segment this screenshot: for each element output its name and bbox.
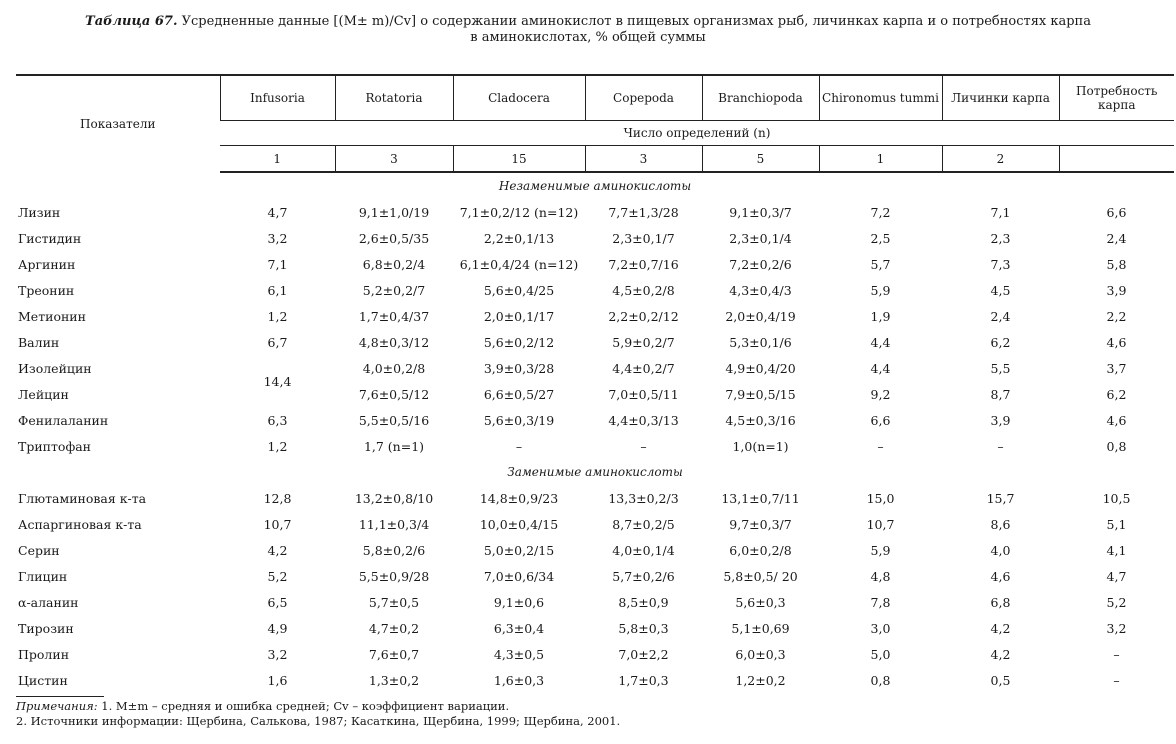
table-cell: – xyxy=(997,438,1004,454)
table-cell: 3,0 xyxy=(870,620,891,636)
table-cell: 7,2 xyxy=(870,204,891,220)
row-label: Глицин xyxy=(18,568,68,584)
table-cell: 3,2 xyxy=(1106,620,1127,636)
table-cell: 5,2 xyxy=(1106,594,1127,610)
table-cell: 8,6 xyxy=(990,516,1011,532)
table-cell: 7,1±0,2/12 (n=12) xyxy=(459,204,579,220)
table-cell: 6,0±0,3 xyxy=(735,646,786,662)
table-cell: 2,0±0,4/19 xyxy=(725,308,796,324)
table-title-line2: в аминокислотах, % общей суммы xyxy=(470,30,706,45)
table-cell: 6,2 xyxy=(990,334,1011,350)
table-cell: 1,2 xyxy=(267,438,288,454)
table-cell: 6,1±0,4/24 (n=12) xyxy=(459,256,579,272)
table-cell: – xyxy=(640,438,647,454)
table-cell: 5,2 xyxy=(267,568,288,584)
table-cell: 5,8±0,5/ 20 xyxy=(723,568,798,584)
table-row xyxy=(16,355,1174,381)
row-label: Гистидин xyxy=(18,230,82,246)
table-cell: 2,3 xyxy=(990,230,1011,246)
table-cell: 0,8 xyxy=(870,672,891,688)
table-cell: 4,6 xyxy=(1106,412,1127,428)
table-cell: 2,5 xyxy=(870,230,891,246)
table-caption xyxy=(0,14,1176,46)
table-cell: 13,2±0,8/10 xyxy=(354,490,434,506)
table-row xyxy=(16,563,1174,589)
table-cell: 5,9 xyxy=(870,282,891,298)
table-cell: 10,5 xyxy=(1102,490,1131,506)
table-cell: 6,6±0,5/27 xyxy=(483,386,555,402)
col-header: Chironomus tummi xyxy=(819,75,942,121)
table-cell: 2,4 xyxy=(990,308,1011,324)
table-row xyxy=(16,537,1174,563)
table-row xyxy=(16,381,1174,407)
row-label: Изолейцин xyxy=(18,360,92,376)
header-row-columns xyxy=(16,75,1174,121)
table-cell: 1,7±0,3 xyxy=(618,672,669,688)
table-cell: 8,7 xyxy=(990,386,1011,402)
table-cell: 1,9 xyxy=(870,308,891,324)
table-cell: 4,2 xyxy=(990,646,1011,662)
table-cell: 4,0 xyxy=(990,542,1011,558)
table-cell: 1,6 xyxy=(267,672,288,688)
table-cell: 4,0±0,1/4 xyxy=(612,542,675,558)
table-cell: 4,3±0,4/3 xyxy=(729,282,792,298)
table-cell: 8,7±0,2/5 xyxy=(612,516,675,532)
table-cell: 7,0±2,2 xyxy=(618,646,669,662)
table-cell: 8,5±0,9 xyxy=(618,594,669,610)
table-row xyxy=(16,277,1174,303)
table-cell: 4,7±0,2 xyxy=(368,620,420,636)
table-cell: 4,3±0,5 xyxy=(493,646,545,662)
table-cell: 3,2 xyxy=(267,646,288,662)
table-row xyxy=(16,511,1174,537)
table-cell: 13,3±0,2/3 xyxy=(608,490,679,506)
table-cell: 5,7±0,2/6 xyxy=(612,568,675,584)
table-cell: 10,0±0,4/15 xyxy=(479,516,559,532)
table-row xyxy=(16,407,1174,433)
table-cell: 6,8 xyxy=(990,594,1011,610)
col-header: Copepoda xyxy=(585,75,702,121)
table-cell: 11,1±0,3/4 xyxy=(358,516,430,532)
notes-label: Примечания: xyxy=(16,699,98,713)
table-cell: 4,4 xyxy=(870,360,891,376)
table-cell: 15,0 xyxy=(866,490,895,506)
table-cell: 2,3±0,1/7 xyxy=(612,230,675,246)
table-cell: 10,7 xyxy=(866,516,895,532)
table-cell: 4,6 xyxy=(1106,334,1127,350)
table-cell: 5,8±0,3 xyxy=(618,620,669,636)
row-label: Треонин xyxy=(18,282,75,298)
table-cell: 6,8±0,2/4 xyxy=(362,256,426,272)
row-label: Цистин xyxy=(18,672,68,688)
table-cell: 5,5±0,5/16 xyxy=(358,412,430,428)
row-label: Валин xyxy=(18,334,60,350)
table-cell: 5,9 xyxy=(870,542,891,558)
table-title: Усредненные данные [(M± m)/Cv] о содержании аминокислот в пищевых организмах рыб, личинках карпа и о потребностях карпа xyxy=(181,14,1091,29)
row-label: Лейцин xyxy=(18,386,69,402)
table-cell: 2,2±0,2/12 xyxy=(608,308,679,324)
table-cell: 0,5 xyxy=(990,672,1011,688)
row-label: Лизин xyxy=(18,204,61,220)
row-label: Пролин xyxy=(18,646,70,662)
table-cell: 5,5 xyxy=(990,360,1011,376)
col-header: Rotatoria xyxy=(335,75,453,121)
table-row xyxy=(16,589,1174,615)
table-cell: 7,7±1,3/28 xyxy=(608,204,679,220)
table-cell: 2,4 xyxy=(1106,230,1127,246)
table-cell: 6,6 xyxy=(870,412,891,428)
table-cell: 4,2 xyxy=(990,620,1011,636)
table-cell: 4,1 xyxy=(1106,542,1127,558)
table-cell: 4,4 xyxy=(870,334,891,350)
table-cell: 3,9±0,3/28 xyxy=(483,360,555,376)
table-cell: – xyxy=(1113,646,1120,662)
count-cell xyxy=(1059,146,1174,173)
table-cell: 3,9 xyxy=(990,412,1011,428)
section-row xyxy=(16,459,1174,485)
table-row xyxy=(16,251,1174,277)
table-cell: 7,9±0,5/15 xyxy=(725,386,796,402)
table-cell: 7,8 xyxy=(870,594,891,610)
table-cell: 5,0±0,2/15 xyxy=(483,542,555,558)
table-cell: 2,3±0,1/4 xyxy=(729,230,792,246)
table-cell: 14,4 xyxy=(263,373,292,389)
col-header: Личинки карпа xyxy=(942,75,1059,121)
table-cell: 1,2±0,2 xyxy=(735,672,786,688)
table-cell: 7,0±0,6/34 xyxy=(483,568,555,584)
table-cell: 6,2 xyxy=(1106,386,1127,402)
row-label: Глютаминовая к-та xyxy=(18,490,147,506)
footnotes xyxy=(16,696,1166,729)
count-label: Число определений (n) xyxy=(220,121,1174,146)
table-cell: 3,2 xyxy=(267,230,288,246)
table-cell: 2,2±0,1/13 xyxy=(483,230,555,246)
count-cell: 1 xyxy=(819,146,942,173)
table-cell: 4,5±0,3/16 xyxy=(725,412,796,428)
table-cell: 4,0±0,2/8 xyxy=(362,360,426,376)
table-row xyxy=(16,303,1174,329)
table-cell: 4,2 xyxy=(267,542,288,558)
table-cell: 7,3 xyxy=(990,256,1011,272)
table-cell: 4,9±0,4/20 xyxy=(725,360,796,376)
table-cell: 13,1±0,7/11 xyxy=(721,490,800,506)
table-cell: 7,1 xyxy=(990,204,1011,220)
table-cell: 9,1±0,3/7 xyxy=(729,204,792,220)
table-cell: 9,1±0,6 xyxy=(493,594,545,610)
section-row xyxy=(16,172,1174,199)
table-cell: 14,8±0,9/23 xyxy=(479,490,559,506)
table-cell: 4,5±0,2/8 xyxy=(612,282,675,298)
count-cell: 5 xyxy=(702,146,819,173)
row-label-header: Показатели xyxy=(16,75,220,172)
col-header: Потребность карпа xyxy=(1059,75,1174,121)
table-cell: 7,1 xyxy=(267,256,288,272)
footnote-rule xyxy=(16,696,104,697)
note-1: 1. M±m – средняя и ошибка средней; Cv – коэффициент вариации. xyxy=(101,699,510,713)
table-cell: 6,3 xyxy=(267,412,288,428)
table-cell: 5,1±0,69 xyxy=(731,620,790,636)
table-cell: – xyxy=(877,438,884,454)
col-header: Branchiopoda xyxy=(702,75,819,121)
table-cell: 1,6±0,3 xyxy=(493,672,545,688)
count-cell: 15 xyxy=(453,146,585,173)
count-cell: 1 xyxy=(220,146,335,173)
table-cell: 5,7±0,5 xyxy=(368,594,420,610)
table-row xyxy=(16,485,1174,511)
table-cell: 4,8 xyxy=(870,568,891,584)
table-cell: – xyxy=(1113,672,1120,688)
amino-acid-table xyxy=(16,74,1174,693)
table-cell: 5,0 xyxy=(870,646,891,662)
table-cell: 1,0(n=1) xyxy=(732,438,789,454)
table-cell: 9,2 xyxy=(870,386,891,402)
row-label: Тирозин xyxy=(18,620,74,636)
table-cell: 7,2±0,2/6 xyxy=(729,256,792,272)
table-cell: 1,3±0,2 xyxy=(368,672,420,688)
table-cell: 2,2 xyxy=(1106,308,1127,324)
row-label: Триптофан xyxy=(18,438,92,454)
table-cell: 5,6±0,3/19 xyxy=(483,412,555,428)
table-cell: 4,6 xyxy=(990,568,1011,584)
table-row xyxy=(16,329,1174,355)
count-cell: 3 xyxy=(585,146,702,173)
table-cell: 4,5 xyxy=(990,282,1011,298)
table-row xyxy=(16,225,1174,251)
row-label: Метионин xyxy=(18,308,86,324)
col-header: Infusoria xyxy=(220,75,335,121)
table-cell: 1,7 (n=1) xyxy=(363,438,425,454)
table-row xyxy=(16,615,1174,641)
table-row xyxy=(16,199,1174,225)
table-body xyxy=(16,172,1174,693)
table-cell: 2,6±0,5/35 xyxy=(358,230,430,246)
row-label: α-аланин xyxy=(18,594,79,610)
table-cell: 5,8 xyxy=(1106,256,1127,272)
table-cell: 7,0±0,5/11 xyxy=(608,386,679,402)
section-title: Заменимые аминокислоты xyxy=(507,465,683,479)
row-label: Серин xyxy=(18,542,60,558)
table-cell: 1,7±0,4/37 xyxy=(358,308,430,324)
table-cell: 9,7±0,3/7 xyxy=(729,516,792,532)
table-cell: 5,3±0,1/6 xyxy=(729,334,792,350)
section-title: Незаменимые аминокислоты xyxy=(498,179,692,193)
table-cell: 3,7 xyxy=(1106,360,1127,376)
table-cell: 10,7 xyxy=(263,516,292,532)
table-cell: 3,9 xyxy=(1106,282,1127,298)
table-cell: 5,1 xyxy=(1106,516,1127,532)
table-cell: 5,6±0,2/12 xyxy=(483,334,555,350)
table-cell: 1,2 xyxy=(267,308,288,324)
table-cell: 6,5 xyxy=(267,594,288,610)
table-cell: 6,7 xyxy=(267,334,288,350)
table-cell: 4,9 xyxy=(267,620,288,636)
table-row xyxy=(16,641,1174,667)
table-cell: 9,1±1,0/19 xyxy=(358,204,430,220)
table-row xyxy=(16,667,1174,693)
table-cell: 4,4±0,3/13 xyxy=(608,412,679,428)
table-cell: 6,6 xyxy=(1106,204,1127,220)
table-cell: – xyxy=(515,438,523,454)
row-label: Фенилаланин xyxy=(18,412,109,428)
table-cell: 5,8±0,2/6 xyxy=(362,542,426,558)
table-cell: 2,0±0,1/17 xyxy=(483,308,555,324)
table-cell: 0,8 xyxy=(1106,438,1127,454)
table-cell: 7,6±0,7 xyxy=(368,646,420,662)
table-cell: 5,7 xyxy=(870,256,891,272)
count-cell: 2 xyxy=(942,146,1059,173)
table-cell: 4,7 xyxy=(1106,568,1127,584)
table-cell: 4,7 xyxy=(267,204,288,220)
table-cell: 4,4±0,2/7 xyxy=(612,360,675,376)
table-cell: 7,2±0,7/16 xyxy=(608,256,679,272)
table-cell: 4,8±0,3/12 xyxy=(358,334,430,350)
table-cell: 5,6±0,3 xyxy=(735,594,786,610)
note-2: 2. Источники информации: Щербина, Салькова, 1987; Касаткина, Щербина, 1999; Щербина, 2001. xyxy=(16,714,621,728)
row-label: Аспаргиновая к-та xyxy=(18,516,142,532)
table-cell: 6,3±0,4 xyxy=(493,620,545,636)
table-cell: 15,7 xyxy=(986,490,1015,506)
table-cell: 5,9±0,2/7 xyxy=(612,334,675,350)
row-label: Аргинин xyxy=(18,256,76,272)
table-number: Таблица 67. xyxy=(85,14,178,29)
table-row xyxy=(16,433,1174,459)
table-cell: 5,6±0,4/25 xyxy=(483,282,555,298)
table-cell: 12,8 xyxy=(263,490,292,506)
table-cell: 6,0±0,2/8 xyxy=(729,542,792,558)
table-cell: 7,6±0,5/12 xyxy=(358,386,430,402)
col-header: Cladocera xyxy=(453,75,585,121)
table-cell: 5,2±0,2/7 xyxy=(362,282,426,298)
table-cell: 5,5±0,9/28 xyxy=(358,568,430,584)
count-cell: 3 xyxy=(335,146,453,173)
table-cell: 6,1 xyxy=(267,282,288,298)
